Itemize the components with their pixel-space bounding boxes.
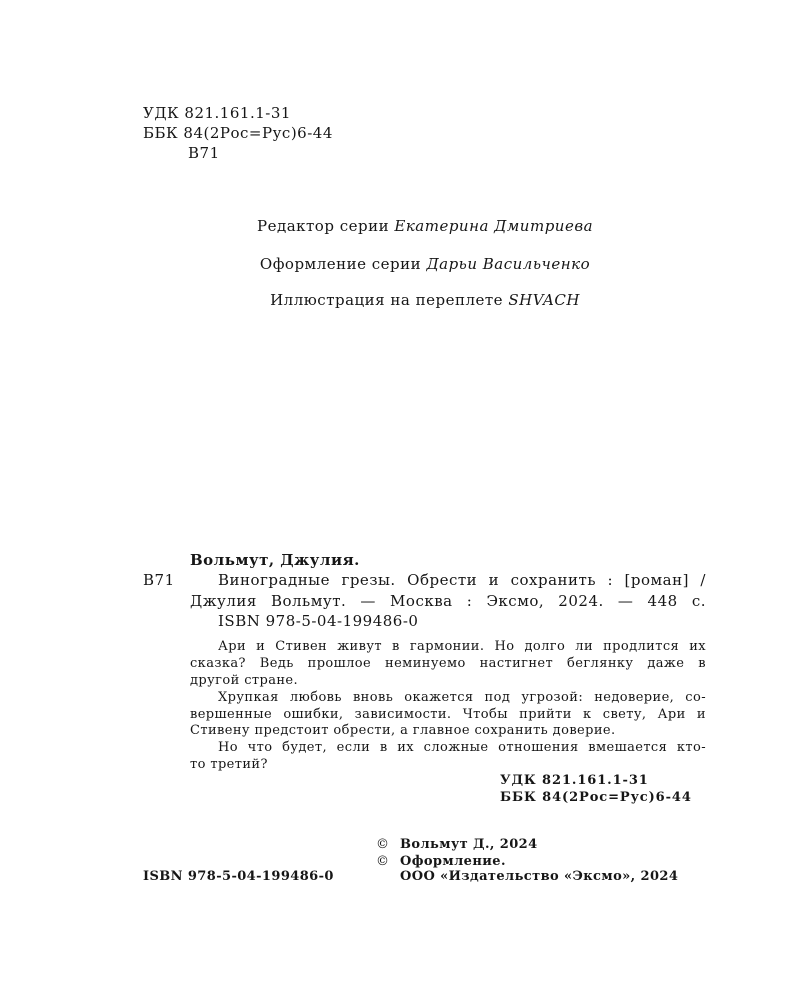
annotation-line: Стивену предстоит обрести, а главное сохранить доверие. [190,723,616,738]
record-udk-code: УДК 821.161.1-31 [500,773,649,788]
publisher-copyright: ООО «Издательство «Эксмо», 2024 [400,869,679,884]
annotation-line: Хрупкая любовь вновь окажется под угрозой: недоверие, со- [218,690,706,705]
copyright-design: Оформление. [400,854,506,869]
record-isbn: ISBN 978-5-04-199486-0 [218,612,419,630]
record-heading: Вольмут, Джулия. [190,551,360,569]
credit-role: Оформление серии [259,255,422,273]
annotation-line: Ари и Стивен живут в гармонии. Но долго ли продлится их [218,639,706,654]
credit-name: SHVACH [508,291,580,309]
annotation-line: другой стране. [190,673,299,688]
copyright-symbol: © [376,837,390,852]
imprint-isbn: ISBN 978-5-04-199486-0 [143,869,334,884]
record-description-line: Виноградные грезы. Обрести и сохранить : [роман] / [218,571,706,589]
credit-role: Иллюстрация на переплете [270,291,504,309]
annotation-line: Но что будет, если в их сложные отношения вмешается кто- [218,740,706,755]
credit-role: Редактор серии [256,217,390,235]
series-editor-credit [143,216,707,236]
copyright-symbol: © [376,854,390,869]
annotation-line: то третий? [190,757,268,772]
bbk-code: ББК 84(2Рос=Рус)6-44 [143,124,333,142]
annotation-line: вершенные ошибки, зависимости. Чтобы прийти к свету, Ари и [190,707,706,722]
record-description-line: Джулия Вольмут. — Москва : Эксмо, 2024. — 448 с. [190,592,706,610]
annotation-line: сказка? Ведь прошлое неминуемо настигнет беглянку даже в [190,656,706,671]
cover-illustration-credit [143,290,707,310]
credit-name: Екатерина Дмитриева [394,217,594,235]
credit-name: Дарьи Васильченко [426,255,591,273]
copyright-author: Вольмут Д., 2024 [400,837,538,852]
record-author-mark: В71 [143,571,175,589]
record-bbk-code: ББК 84(2Рос=Рус)6-44 [500,790,692,805]
series-design-credit [143,254,707,274]
author-mark: В71 [188,144,220,162]
udk-code: УДК 821.161.1-31 [143,104,291,122]
